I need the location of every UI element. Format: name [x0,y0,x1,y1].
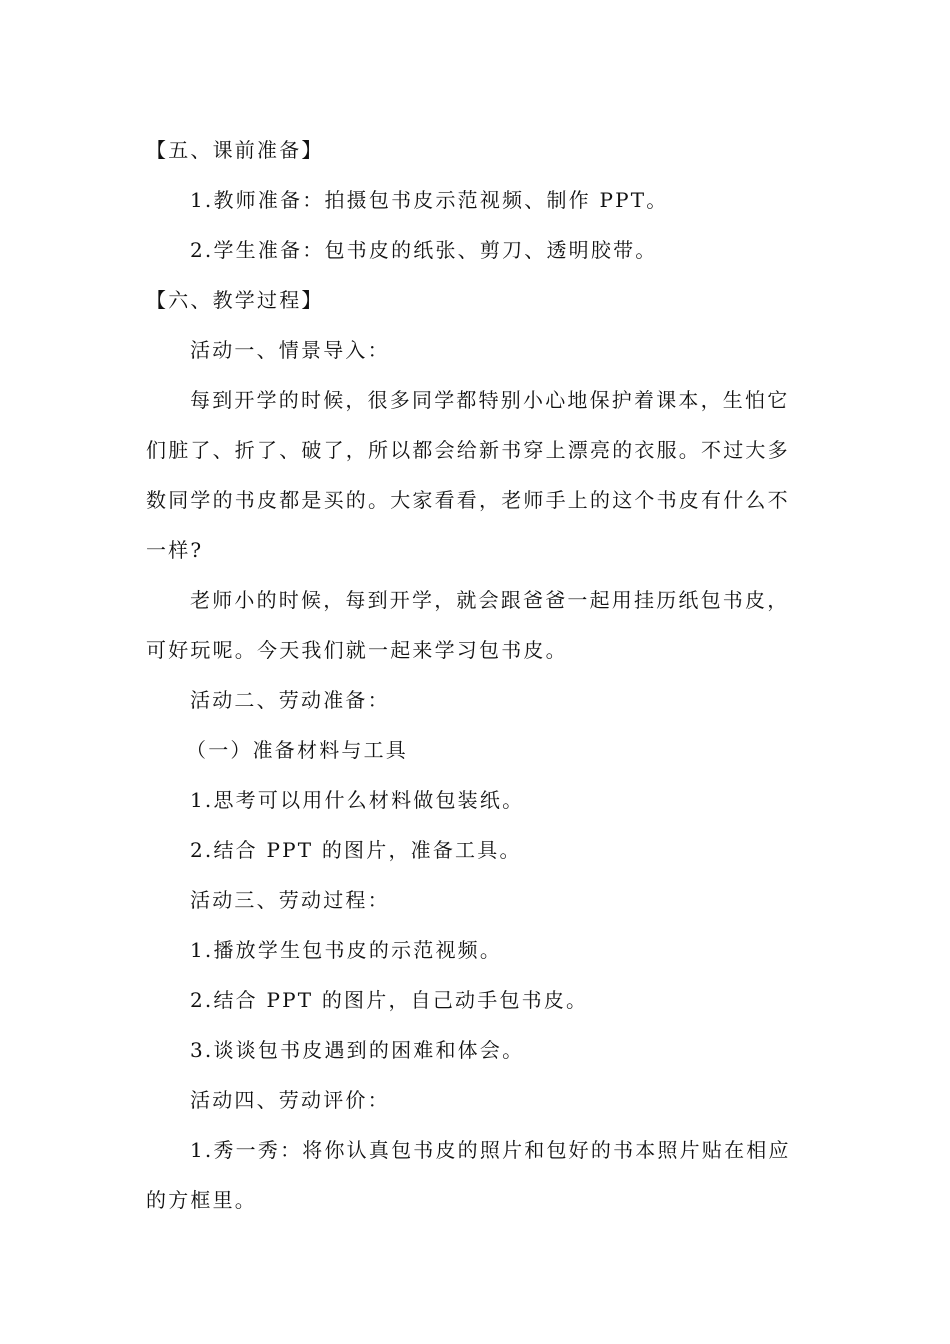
text-line: 3.谈谈包书皮遇到的困难和体会。 [190,1038,525,1062]
subheading: （一）准备材料与工具 [186,738,408,762]
paragraph-line: 每到开学的时候，很多同学都特别小心地保护着课本，生怕它 [190,388,790,412]
activity-heading: 活动一、情景导入： [190,338,390,362]
activity-heading: 活动二、劳动准备： [190,688,390,712]
text-line: 1.教师准备：拍摄包书皮示范视频、制作 PPT。 [190,188,669,212]
paragraph-line: 1.秀一秀：将你认真包书皮的照片和包好的书本照片贴在相应 [190,1138,791,1162]
section-heading-process: 【六、教学过程】 [146,288,324,312]
text-line: 1.思考可以用什么材料做包装纸。 [190,788,525,812]
activity-heading: 活动四、劳动评价： [190,1088,390,1112]
section-heading-preparation: 【五、课前准备】 [146,138,324,162]
text-line: 2.学生准备：包书皮的纸张、剪刀、透明胶带。 [190,238,658,262]
paragraph-line: 老师小的时候，每到开学，就会跟爸爸一起用挂历纸包书皮， [190,588,790,612]
paragraph-line: 一样? [146,538,204,562]
text-line: 2.结合 PPT 的图片，准备工具。 [190,838,522,862]
paragraph-line: 的方框里。 [146,1188,257,1212]
activity-heading: 活动三、劳动过程： [190,888,390,912]
paragraph-line: 们脏了、折了、破了，所以都会给新书穿上漂亮的衣服。不过大多 [146,438,790,462]
paragraph-line: 可好玩呢。今天我们就一起来学习包书皮。 [146,638,568,662]
text-line: 1.播放学生包书皮的示范视频。 [190,938,503,962]
text-line: 2.结合 PPT 的图片，自己动手包书皮。 [190,988,589,1012]
paragraph-line: 数同学的书皮都是买的。大家看看，老师手上的这个书皮有什么不 [146,488,790,512]
